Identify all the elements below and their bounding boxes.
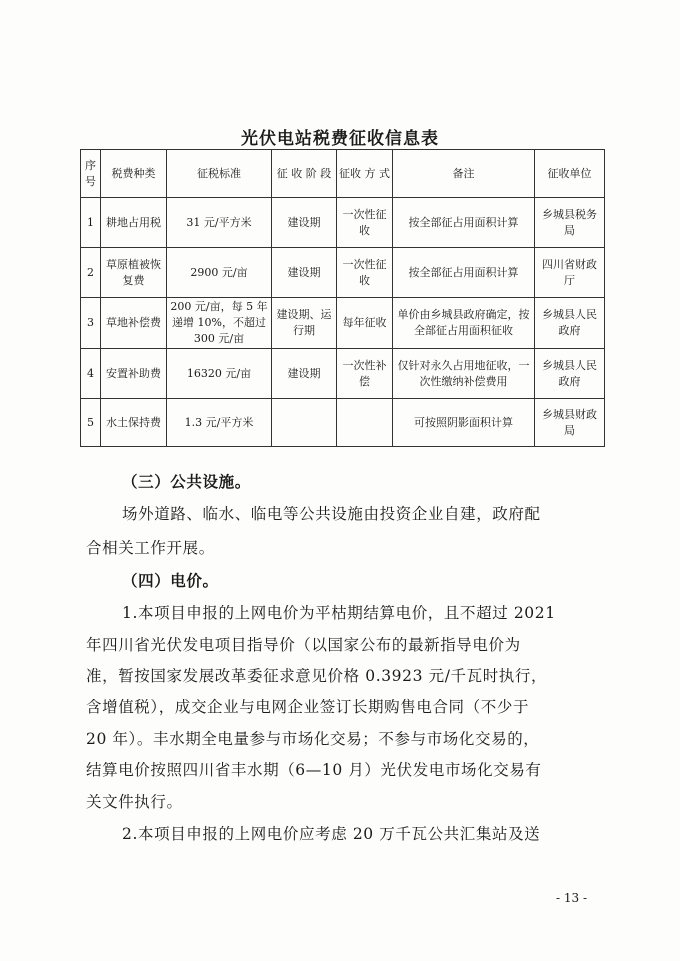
cell-standard: 2900 元/亩 (167, 248, 272, 298)
cell-unit: 乡城县人民政府 (535, 298, 605, 349)
header-unit: 征收单位 (535, 150, 605, 198)
paragraph-line: 年四川省光伏发电项目指导价（以国家公布的最新指导电价为 (86, 636, 521, 654)
table-row (81, 198, 605, 248)
header-standard: 征税标准 (167, 150, 272, 198)
cell-stage: 建设期 (272, 248, 337, 298)
cell-type: 水土保持费 (101, 399, 167, 447)
paragraph-line: 场外道路、临水、临电等公共设施由投资企业自建，政府配 (122, 505, 541, 523)
cell-stage: 建设期 (272, 198, 337, 248)
paragraph-line: 合相关工作开展。 (86, 539, 215, 557)
cell-unit: 乡城县税务局 (535, 198, 605, 248)
header-note: 备注 (393, 150, 535, 198)
cell-no: 2 (81, 248, 101, 298)
paragraph-line: 2.本项目申报的上网电价应考虑 20 万千瓦公共汇集站及送 (122, 825, 541, 843)
cell-standard: 31 元/平方米 (167, 198, 272, 248)
section4-heading: （四）电价。 (122, 571, 219, 590)
header-type: 税费种类 (101, 150, 167, 198)
cell-type: 草地补偿费 (101, 298, 167, 349)
cell-method: 一次性征收 (337, 248, 393, 298)
table-row (81, 349, 605, 399)
cell-note: 单价由乡城县政府确定，按全部征占用面积征收 (393, 298, 535, 349)
cell-standard: 1.3 元/平方米 (167, 399, 272, 447)
cell-method (337, 399, 393, 447)
table-title: 光伏电站税费征收信息表 (241, 129, 439, 149)
tax-info-table (80, 149, 605, 447)
cell-unit: 乡城县财政局 (535, 399, 605, 447)
cell-type: 安置补助费 (101, 349, 167, 399)
table-row (81, 248, 605, 298)
cell-no: 3 (81, 298, 101, 349)
cell-stage (272, 399, 337, 447)
table-row (81, 399, 605, 447)
cell-note: 按全部征占用面积计算 (393, 248, 535, 298)
paragraph-line: 关文件执行。 (86, 793, 183, 811)
section3-heading: （三）公共设施。 (122, 472, 251, 491)
cell-standard: 16320 元/亩 (167, 349, 272, 399)
cell-note: 按全部征占用面积计算 (393, 198, 535, 248)
header-stage: 征 收 阶 段 (272, 150, 337, 198)
header-no: 序号 (81, 150, 101, 198)
cell-note: 仅针对永久占用地征收，一次性缴纳补偿费用 (393, 349, 535, 399)
cell-stage: 建设期 (272, 349, 337, 399)
cell-method: 一次性征收 (337, 198, 393, 248)
cell-note: 可按照阴影面积计算 (393, 399, 535, 447)
paragraph-line: 20 年）。丰水期全电量参与市场化交易；不参与市场化交易的， (86, 730, 540, 748)
paragraph-line: 准，暂按国家发展改革委征求意见价格 0.3923 元/千瓦时执行， (86, 667, 548, 685)
cell-standard: 200 元/亩，每 5 年递增 10%，不超过 300 元/亩 (167, 298, 272, 349)
table-header-row (81, 150, 605, 198)
cell-unit: 乡城县人民政府 (535, 349, 605, 399)
page-number: - 13 - (556, 891, 588, 905)
cell-no: 4 (81, 349, 101, 399)
cell-stage: 建设期、运行期 (272, 298, 337, 349)
cell-type: 耕地占用税 (101, 198, 167, 248)
cell-no: 5 (81, 399, 101, 447)
table-row (81, 298, 605, 349)
cell-type: 草原植被恢复费 (101, 248, 167, 298)
header-method: 征收 方 式 (337, 150, 393, 198)
paragraph-line: 1.本项目申报的上网电价为平枯期结算电价，且不超过 2021 (122, 604, 556, 622)
cell-unit: 四川省财政厅 (535, 248, 605, 298)
cell-method: 每年征收 (337, 298, 393, 349)
paragraph-line: 结算电价按照四川省丰水期（6—10 月）光伏发电市场化交易有 (86, 761, 542, 779)
cell-no: 1 (81, 198, 101, 248)
cell-method: 一次性补偿 (337, 349, 393, 399)
paragraph-line: 含增值税），成交企业与电网企业签订长期购售电合同（不少于 (86, 698, 530, 716)
